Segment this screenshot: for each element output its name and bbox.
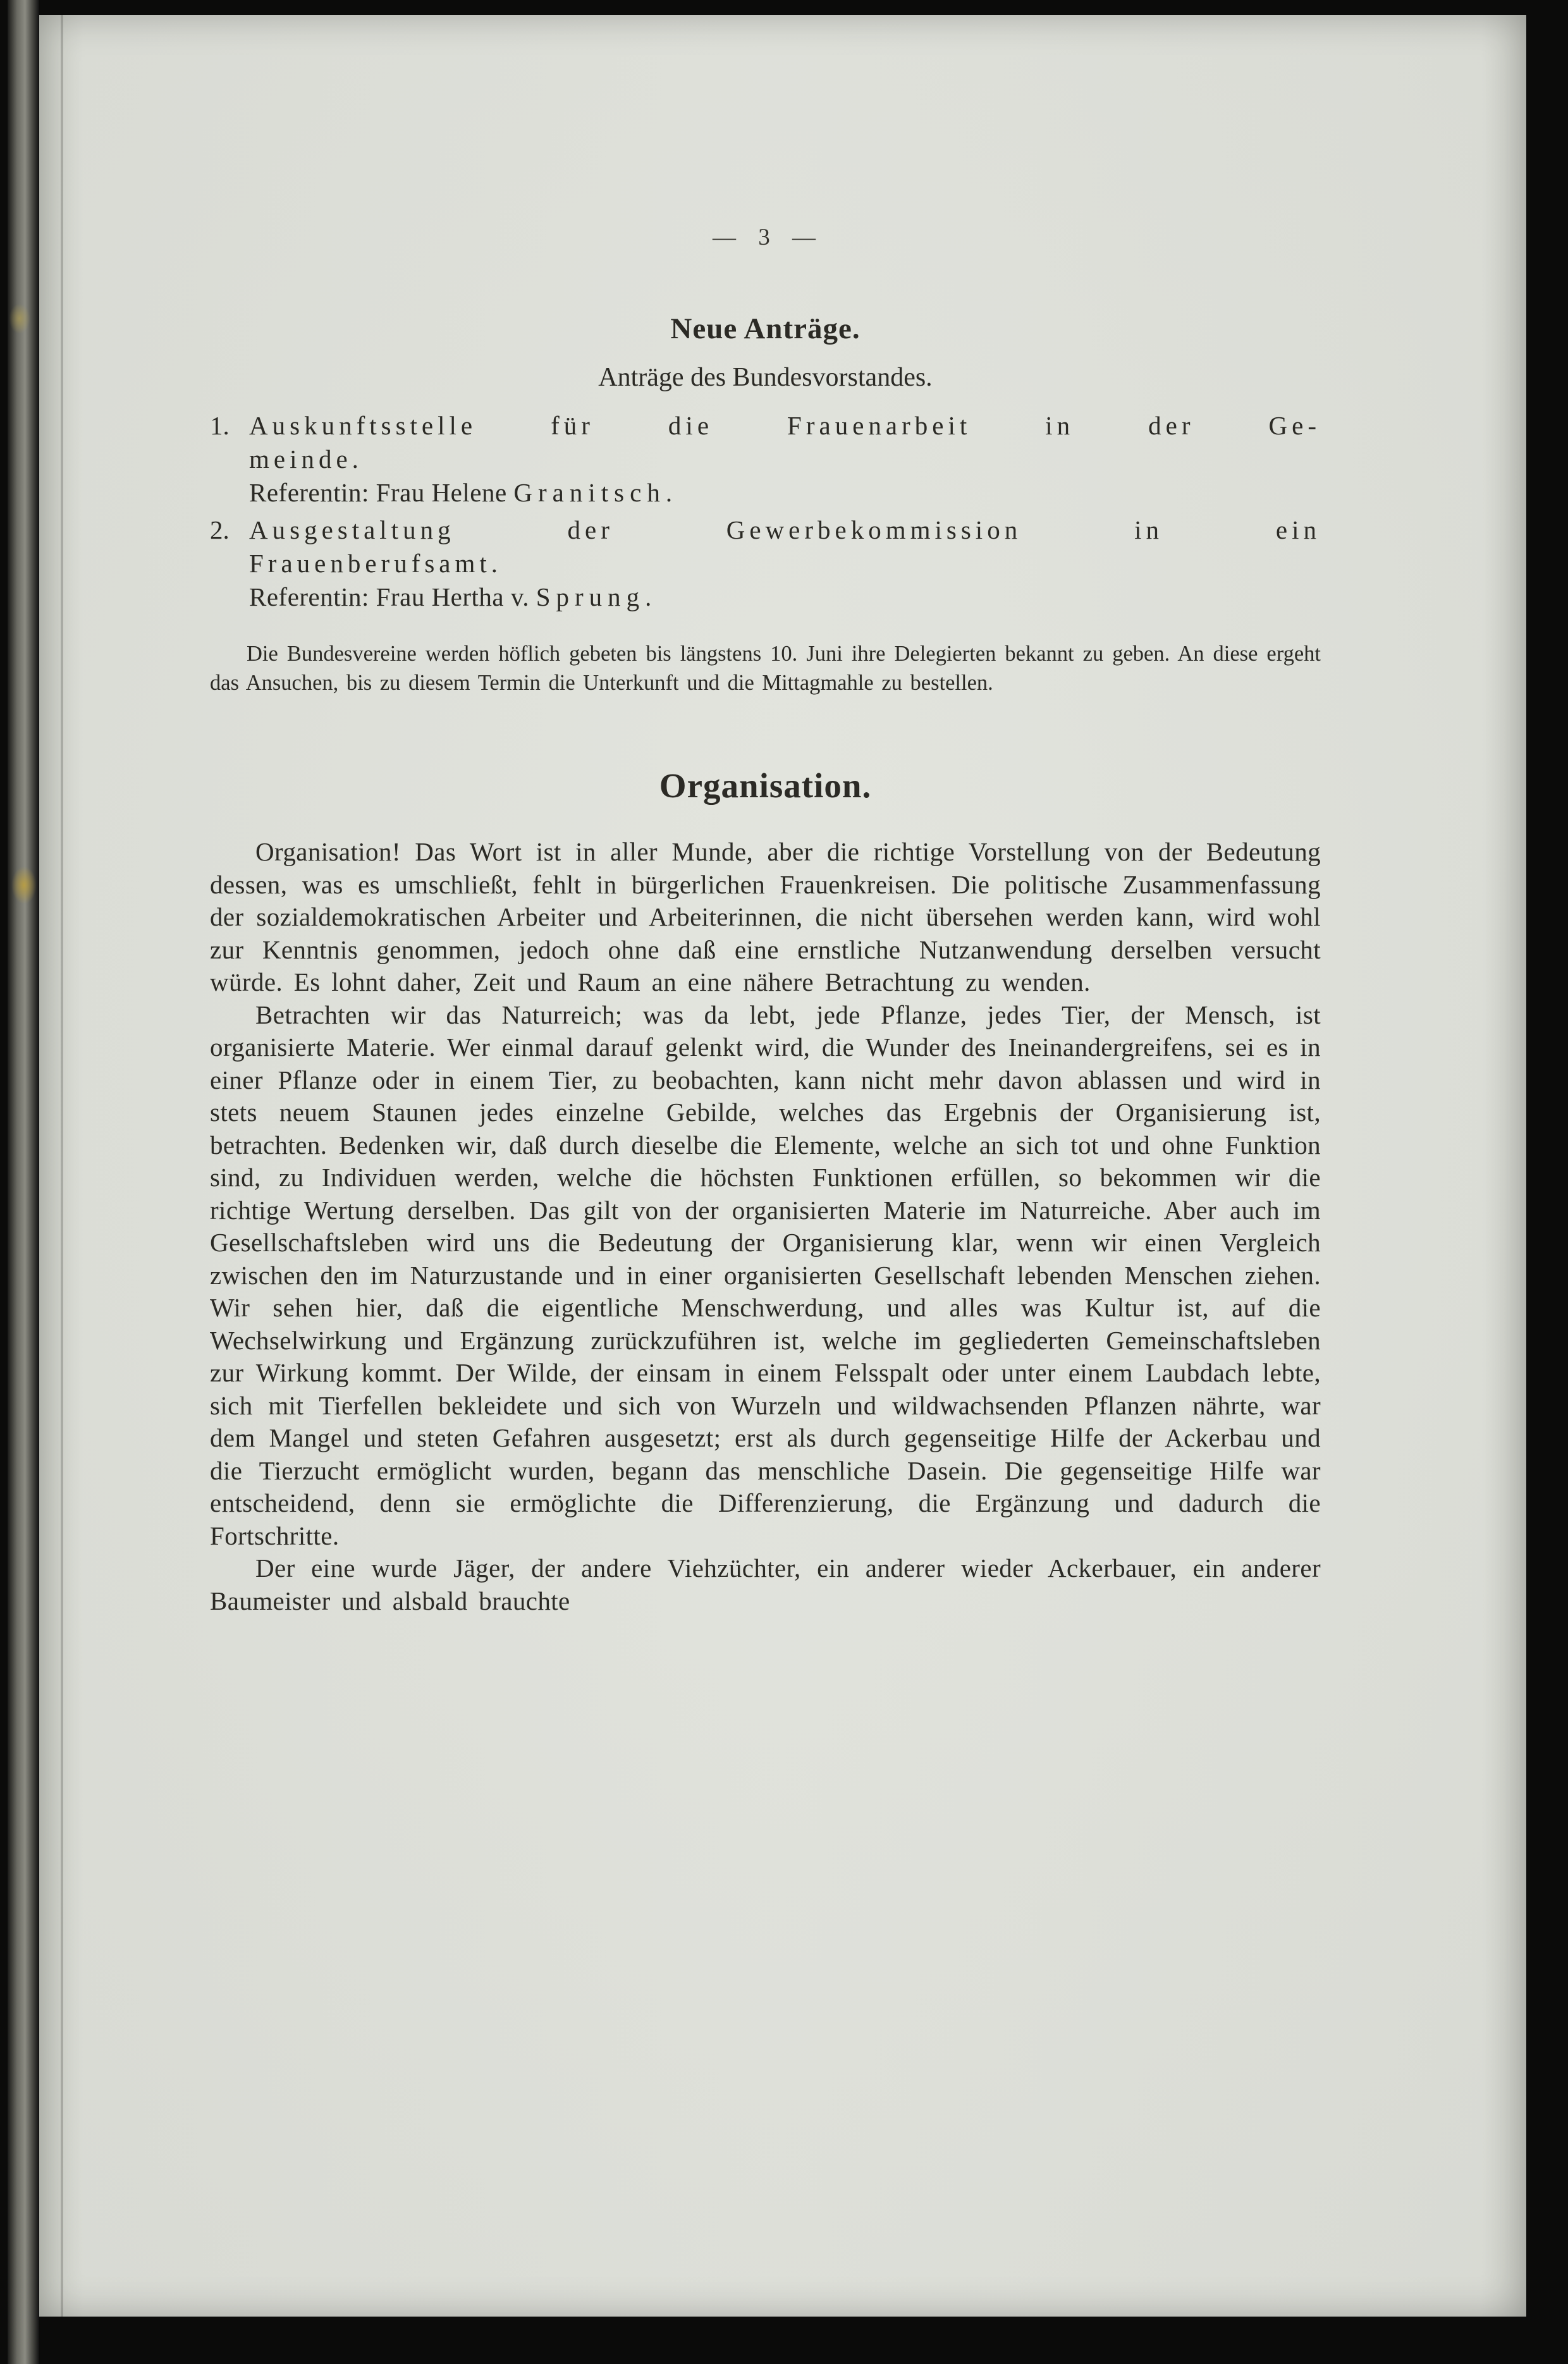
referent-line <box>249 476 1321 510</box>
referent-line <box>249 580 1321 614</box>
delegates-notice-paragraph: Die Bundesvereine werden höflich gebeten bis längstens 10. Juni ihre Delegierten bekannt zu geben. An diese ergeht das Ansuchen, bis zu diesem Termin die Unterkunft und die Mittagmahle zu bestellen. <box>210 642 1321 695</box>
referent-name: Sprung. <box>536 582 658 611</box>
item-number: 1. <box>210 411 230 440</box>
body-paragraph-2: Betrachten wir das Naturreich; was da lebt, jede Pflanze, jedes Tier, der Mensch, ist organisierte Materie. Wer einmal darauf gelenkt wird, die Wunder des Ineinandergreifens, sei es in einer Pflanze oder in einem Tier, zu beobachten, kann nicht mehr davon ablassen und wird in stets neuem Staunen jedes einzelne Gebilde, welches das Ergebnis der Organisierung ist, betrachten. Bedenken wir, daß durch dieselbe die Elemente, welche an sich tot und ohne Funktion sind, zu Individuen werden, welche die höchsten Funktionen erfüllen, so bekommen wir die richtige Wertung derselben. Das gilt von der organisierten Materie im Naturreiche. Aber auch im Gesellschaftsleben wird uns die Bedeutung der Organisierung klar, wenn wir einen Vergleich zwischen den im Naturzustande und in einer organisierten Gesellschaft lebenden Menschen ziehen. Wir sehen hier, daß die eigentliche Menschwerdung, und alles was Kultur ist, auf die Wechselwirkung und Ergänzung zurückzuführen ist, welche im gegliederten Gemeinschaftsleben zur Wirkung kommt. Der Wilde, der einsam in einem Felsspalt oder unter einem Laubdach lebte, sich mit Tierfellen bekleidete und sich von Wurzeln und wildwachsenden Pflanzen nährte, war dem Mangel und steten Gefahren ausgesetzt; erst als durch gegenseitige Hilfe der Ackerbau und die Tierzucht ermöglicht wurden, begann das menschliche Dasein. Die gegenseitige Hilfe war entscheidend, denn sie ermöglichte die Differenzierung, die Ergänzung und dadurch die Fortschritte. <box>210 1000 1321 1550</box>
page-content <box>39 15 1526 1617</box>
agenda-item-2 <box>210 513 1321 618</box>
item-title-line-2: meinde. <box>249 444 363 474</box>
subheading-bundesvorstand: Anträge des Bundesvorstandes. <box>598 363 933 392</box>
paper-stain <box>9 303 30 334</box>
article-heading-organisation: Organisation. <box>659 766 872 805</box>
item-title-line-2: Frauenberufsamt. <box>249 549 503 578</box>
item-body <box>249 513 1321 618</box>
section-heading-neue-antraege: Neue Anträge. <box>670 312 861 345</box>
referent-name: Granitsch. <box>513 478 678 507</box>
item-number: 2. <box>210 515 230 544</box>
referent-label: Referentin: Frau Helene <box>249 478 514 507</box>
agenda-item-1 <box>210 409 1321 513</box>
item-title-line-1: Auskunftsstelle für die Frauenarbeit in der Ge- <box>249 411 1321 440</box>
item-body <box>249 409 1321 513</box>
body-paragraph-1: Organisation! Das Wort ist in aller Munde, aber die richtige Vorstellung von der Bedeutung dessen, was es umschließt, fehlt in bürgerlichen Frauenkreisen. Die politische Zusammenfassung der sozialdemokratischen Arbeiter und Arbeiterinnen, die nicht übersehen werden kann, wird wohl zur Kenntnis genommen, jedoch ohne daß eine ernstliche Nutzanwendung derselben versucht würde. Es lohnt daher, Zeit und Raum an eine nähere Betrachtung zu wenden. <box>210 837 1321 996</box>
body-paragraph-3: Der eine wurde Jäger, der andere Viehzüchter, ein anderer wieder Ackerbauer, ein anderer Baumeister und alsbald brauchte <box>210 1553 1321 1615</box>
page-number: — 3 — <box>713 224 818 250</box>
item-title-line-1: Ausgestaltung der Gewerbekommission in ein <box>249 515 1321 544</box>
referent-label: Referentin: Frau Hertha v. <box>249 582 536 611</box>
paper-stain <box>11 866 37 904</box>
page-binding-edge <box>8 0 39 2364</box>
scanned-page <box>39 15 1526 2317</box>
